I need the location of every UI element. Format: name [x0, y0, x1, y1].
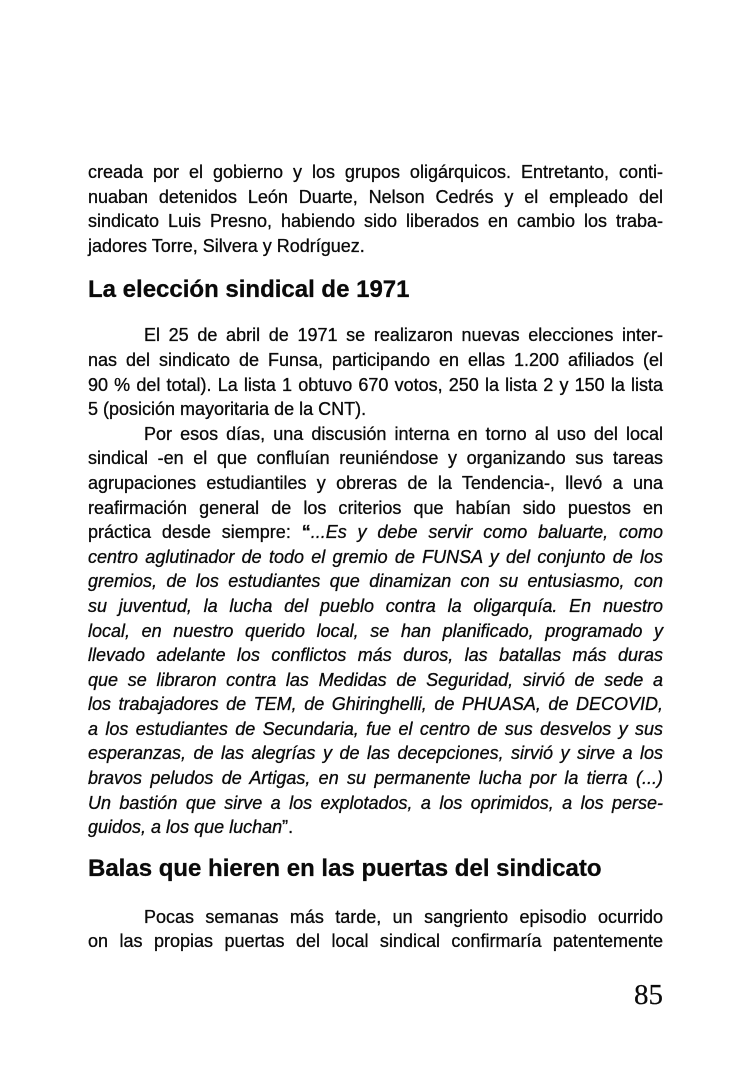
- text-line: [88, 323, 663, 348]
- paragraph-elecciones-1971: [88, 323, 663, 421]
- text-line: [88, 668, 663, 693]
- text-segment: ...Es y debe servir como baluarte, como: [310, 522, 664, 543]
- text-segment: reafirmación general de los criterios que habían sido puestos en: [88, 497, 663, 518]
- text-segment: local, en nuestro querido local, se han planificado, programado y: [88, 620, 663, 641]
- heading-eleccion-sindical-1971: La elección sindical de 1971: [88, 276, 410, 304]
- text-column: [88, 160, 663, 954]
- text-segment: Un bastión que sirve a los explotados, a los oprimidos, a los perse-: [88, 792, 663, 813]
- text-segment: que se libraron contra las Medidas de Seguridad, sirvió de sede a: [88, 669, 663, 690]
- text-segment: “: [301, 522, 311, 543]
- text-segment: a los estudiantes de Secundaria, fue el centro de sus desvelos y sus: [88, 718, 663, 739]
- text-line: [88, 234, 663, 259]
- text-line: [88, 160, 663, 185]
- text-segment: creada por el gobierno y los grupos oligárquicos. Entretanto, conti-: [88, 162, 663, 182]
- text-line: [88, 185, 663, 210]
- text-line: [88, 619, 663, 644]
- text-segment: Pocas semanas más tarde, un sangriento episodio ocurrido: [144, 906, 663, 927]
- text-segment: guidos, a los que luchan: [88, 817, 283, 838]
- text-line: [88, 643, 663, 668]
- text-line: [88, 209, 663, 234]
- text-line: [88, 446, 663, 471]
- text-line: [88, 545, 663, 570]
- text-segment: nas del sindicato de Funsa, participando en ellas 1.200 afiliados (el: [88, 349, 663, 370]
- text-line: [88, 815, 663, 840]
- text-segment: los trabajadores de TEM, de Ghiringhelli, de PHUASA, de DECOVID,: [88, 694, 663, 715]
- text-line: [88, 348, 663, 373]
- text-segment: su juventud, la lucha del pueblo contra la oligarquía. En nuestro: [88, 595, 663, 616]
- text-line: [88, 520, 663, 545]
- text-line: [88, 569, 663, 594]
- text-line: [88, 741, 663, 766]
- text-segment: práctica desde siempre:: [88, 522, 302, 543]
- paragraph-continuation-detenidos: [88, 160, 663, 258]
- text-segment: Por esos días, una discusión interna en torno al uso del local: [144, 423, 663, 444]
- text-segment: on las propias puertas del local sindical confirmaría patentemente: [88, 931, 663, 952]
- text-line: [88, 717, 663, 742]
- text-segment: jadores Torre, Silvera y Rodríguez.: [88, 235, 365, 256]
- text-segment: gremios, de los estudiantes que dinamizan con su entusiasmo, con: [88, 571, 663, 592]
- text-segment: 5 (posición mayoritaria de la CNT).: [88, 399, 367, 420]
- text-line: [88, 471, 663, 496]
- text-segment: sindicato Luis Presno, habiendo sido liberados en cambio los traba-: [88, 211, 663, 232]
- text-segment: sindical -en el que confluían reuniéndose y organizando sus tareas: [88, 448, 663, 469]
- text-line: [88, 397, 663, 422]
- text-line: [88, 905, 663, 930]
- text-line: [88, 373, 663, 398]
- text-segment: esperanzas, de las alegrías y de las decepciones, sirvió y sirve a los: [88, 743, 663, 764]
- text-segment: El 25 de abril de 1971 se realizaron nuevas elecciones inter-: [144, 325, 663, 346]
- text-line: [88, 422, 663, 447]
- text-segment: 90 % del total). La lista 1 obtuvo 670 votos, 250 la lista 2 y 150 la lista: [88, 374, 663, 395]
- text-segment: bravos peludos de Artigas, en su permanente lucha por la tierra (...): [88, 768, 663, 789]
- text-line: [88, 692, 663, 717]
- text-segment: llevado adelante los conflictos más duros, las batallas más duras: [88, 645, 663, 666]
- text-segment: agrupaciones estudiantiles y obreras de la Tendencia-, llevó a una: [88, 472, 663, 493]
- paragraph-episodio-sangriento: [88, 905, 663, 954]
- heading-balas-sindicato: Balas que hieren en las puertas del sindicato: [88, 854, 602, 882]
- page-number: 85: [634, 979, 663, 1011]
- text-segment: centro aglutinador de todo el gremio de FUNSA y del conjunto de los: [88, 546, 663, 567]
- text-line: [88, 929, 663, 954]
- text-line: [88, 496, 663, 521]
- text-line: [88, 766, 663, 791]
- text-line: [88, 791, 663, 816]
- text-segment: ”.: [282, 817, 294, 838]
- text-line: [88, 594, 663, 619]
- paragraph-discusion-local-sindical: [88, 422, 663, 840]
- text-segment: nuaban detenidos León Duarte, Nelson Cedrés y el empleado del: [88, 186, 663, 207]
